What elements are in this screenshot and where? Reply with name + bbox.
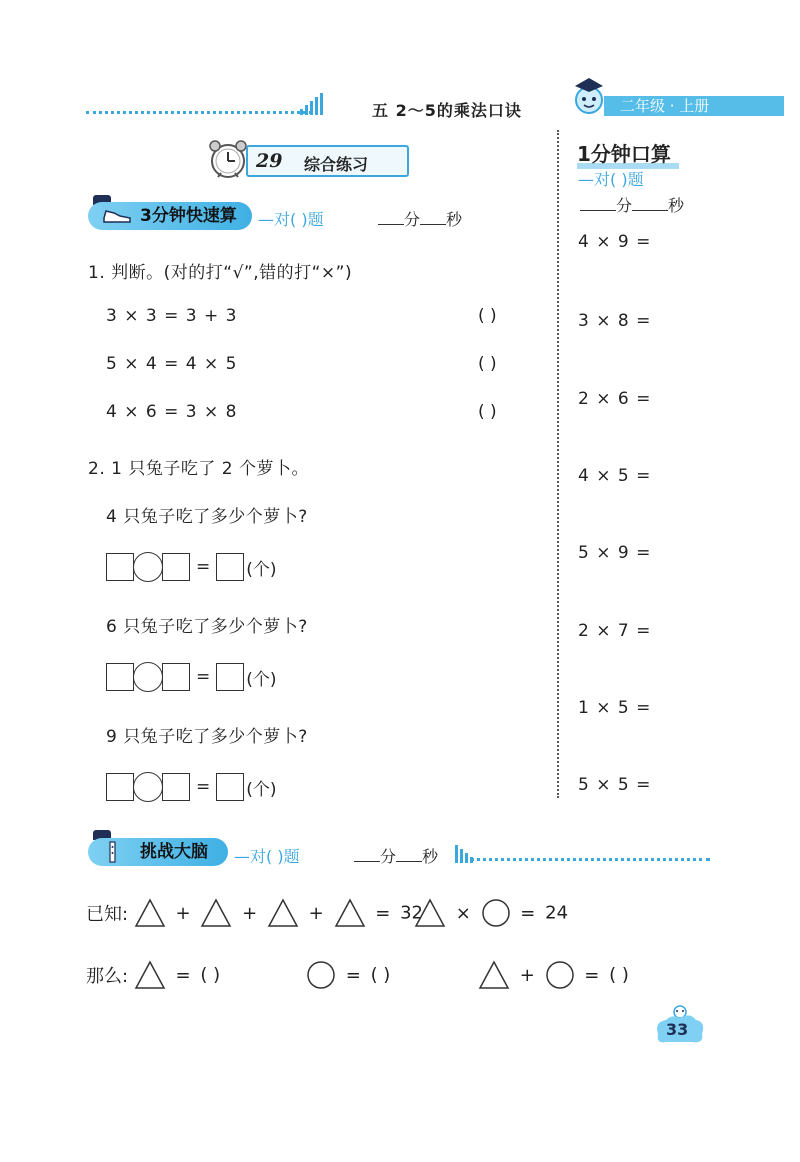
mini-item-2: 3 × 8 =: [578, 311, 652, 331]
answer-row-3: [106, 772, 277, 802]
unit-title: 五 2～5的乘法口诀: [372, 101, 522, 120]
triangle-icon: [200, 898, 232, 928]
quick-correct-count: —对( )题: [258, 210, 324, 229]
minute-blank[interactable]: [354, 861, 380, 862]
judge-answer-2[interactable]: ( ): [478, 354, 497, 374]
mini-item-8: 5 × 5 =: [578, 775, 652, 795]
plus-sign: +: [519, 964, 535, 986]
equals-sign: =: [345, 964, 361, 986]
second-label: 秒: [446, 210, 463, 229]
given-label: 已知:: [86, 904, 129, 925]
sum-answer[interactable]: ( ): [609, 964, 629, 986]
result-box[interactable]: [216, 553, 244, 581]
second-label: 秒: [422, 847, 439, 866]
lesson-name: 综合练习: [304, 155, 369, 174]
alarm-clock-icon: [206, 137, 250, 181]
number-box[interactable]: [106, 663, 134, 691]
equals-sign: =: [375, 902, 391, 924]
answer-row-2: [106, 662, 277, 692]
number-box[interactable]: [162, 663, 190, 691]
operator-circle[interactable]: [133, 662, 163, 692]
triangle-icon: [267, 898, 299, 928]
circle-answer[interactable]: ( ): [370, 964, 391, 986]
plus-sign: +: [242, 902, 258, 924]
judge-item-2: 5 × 4 = 4 × 5: [106, 354, 238, 374]
mini-item-1: 4 × 9 =: [578, 232, 652, 252]
minute-label: 分: [616, 196, 633, 215]
mini-item-5: 5 × 9 =: [578, 543, 652, 563]
mini-calc-title: 1分钟口算: [577, 142, 671, 166]
second-blank[interactable]: [396, 861, 422, 862]
equals-sign: =: [175, 964, 191, 986]
number-box[interactable]: [106, 773, 134, 801]
challenge-dotted-rule: [470, 858, 710, 861]
challenge-title: 挑战大脑: [140, 842, 208, 862]
times-sign: ×: [455, 902, 471, 924]
mini-time: [580, 193, 684, 216]
plus-sign: +: [175, 902, 191, 924]
circle-icon: [545, 960, 575, 990]
grade-banner: 二年级 · 上册: [604, 96, 784, 116]
operator-circle[interactable]: [133, 552, 163, 582]
minute-label: 分: [404, 210, 421, 229]
unit-label: (个): [246, 779, 277, 800]
sneaker-icon: [102, 208, 132, 224]
second-label: 秒: [668, 196, 685, 215]
judge-item-3: 4 × 6 = 3 × 8: [106, 402, 238, 422]
triangle-icon: [414, 898, 446, 928]
product-result: 24: [545, 902, 569, 924]
result-box[interactable]: [216, 663, 244, 691]
column-divider: [557, 130, 559, 798]
answer-row-triangle: [86, 960, 220, 990]
plus-sign: +: [308, 902, 324, 924]
header-bar-graphic: [300, 93, 325, 115]
triangle-icon: [334, 898, 366, 928]
mini-item-4: 4 × 5 =: [578, 466, 652, 486]
unit-label: (个): [246, 669, 277, 690]
mini-item-7: 1 × 5 =: [578, 698, 652, 718]
answer-row-1: [106, 552, 277, 582]
equals-sign: =: [584, 964, 600, 986]
sub-question-2: 6 只兔子吃了多少个萝卜?: [106, 617, 308, 637]
triangle-answer[interactable]: ( ): [200, 964, 221, 986]
minute-blank[interactable]: [580, 210, 616, 211]
circle-icon: [481, 898, 511, 928]
number-box[interactable]: [162, 773, 190, 801]
page-number: 33: [666, 1020, 689, 1039]
sum-result: 32: [400, 902, 423, 924]
answer-row-sum: [478, 960, 629, 990]
mini-correct-count: —对( )题: [578, 170, 644, 189]
circle-icon: [306, 960, 336, 990]
mini-item-6: 2 × 7 =: [578, 621, 652, 641]
equals-sign: =: [520, 902, 536, 924]
number-box[interactable]: [162, 553, 190, 581]
sub-question-3: 9 只兔子吃了多少个萝卜?: [106, 727, 308, 747]
lesson-number: 29: [256, 150, 283, 172]
unit-label: (个): [246, 559, 277, 580]
result-box[interactable]: [216, 773, 244, 801]
given-row: [86, 898, 423, 928]
mini-item-3: 2 × 6 =: [578, 389, 652, 409]
judge-answer-3[interactable]: ( ): [478, 402, 497, 422]
question-1-prompt: 1. 判断。(对的打“√”,错的打“×”): [88, 263, 353, 283]
quick-calc-title: 3分钟快速算: [140, 206, 237, 226]
equals-sign: =: [196, 667, 211, 687]
second-blank[interactable]: [420, 224, 446, 225]
challenge-time: [354, 844, 438, 867]
second-blank[interactable]: [632, 210, 668, 211]
minute-blank[interactable]: [378, 224, 404, 225]
minute-label: 分: [380, 847, 397, 866]
question-2-prompt: 2. 1 只兔子吃了 2 个萝卜。: [88, 459, 309, 479]
sub-question-1: 4 只兔子吃了多少个萝卜?: [106, 507, 308, 527]
equals-sign: =: [196, 777, 211, 797]
product-row: [414, 898, 568, 928]
answer-row-circle: [306, 960, 390, 990]
quick-calc-banner: [88, 202, 252, 230]
page-number-badge: [652, 1004, 708, 1048]
quick-time: [378, 207, 462, 230]
challenge-correct-count: —对( )题: [234, 847, 300, 866]
judge-item-1: 3 × 3 = 3 + 3: [106, 306, 238, 326]
header-dotted-rule: [86, 111, 312, 114]
operator-circle[interactable]: [133, 772, 163, 802]
triangle-icon: [478, 960, 510, 990]
judge-answer-1[interactable]: ( ): [478, 306, 497, 326]
challenge-banner: [88, 838, 228, 866]
then-label: 那么:: [86, 966, 129, 987]
giraffe-icon: [106, 840, 120, 864]
triangle-icon: [134, 898, 166, 928]
equals-sign: =: [196, 557, 211, 577]
triangle-icon: [134, 960, 166, 990]
number-box[interactable]: [106, 553, 134, 581]
